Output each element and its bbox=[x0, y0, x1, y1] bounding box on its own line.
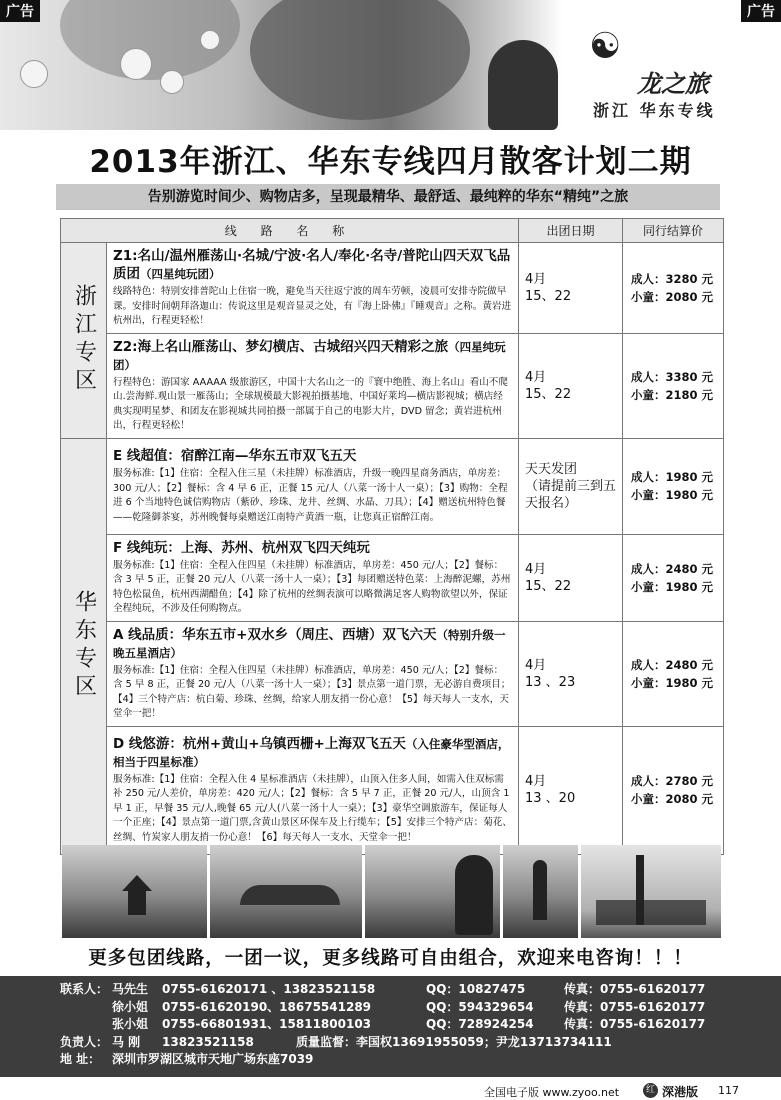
contact-fax: 传真：0755-61620177 bbox=[564, 982, 706, 996]
contact-name: 张小姐 bbox=[112, 1017, 149, 1031]
page-number: 117 bbox=[718, 1084, 739, 1097]
route-e bbox=[107, 438, 519, 534]
table-row bbox=[61, 726, 724, 854]
route-date: 4月 15、22 bbox=[519, 534, 623, 621]
table-row bbox=[61, 621, 724, 726]
route-description: 服务标准:【1】住宿：全程入住三星（未挂牌）标准酒店，升级一晚四星商务酒店，单房差：300 元/人；【2】餐标：含 4 早 6 正，正餐 15 元/人（八菜一汤十人一桌）；【3】购物：全程进 6 个当地特色诚信购物店（紫砂、珍珠、龙井、丝绸、水晶、刀具）；【4】赠送杭州特色餐——乾隆御茶宴，苏州晚餐每桌赠送江南特产黄酒一瓶，让您真正宿醉江南。 bbox=[113, 468, 508, 523]
ad-label-left: 广告 bbox=[0, 0, 40, 22]
route-title: F 线纯玩：上海、苏州、杭州双飞四天纯玩 bbox=[113, 539, 370, 556]
child-price: 小童：1980 元 bbox=[631, 488, 714, 502]
route-z1 bbox=[107, 243, 519, 334]
route-z2 bbox=[107, 333, 519, 438]
route-title-note: （入住豪华型酒店，相当于四星标准） bbox=[113, 736, 510, 769]
table-row bbox=[61, 534, 724, 621]
child-price: 小童：2080 元 bbox=[631, 792, 714, 806]
table-row bbox=[61, 243, 724, 334]
route-f bbox=[107, 534, 519, 621]
route-description: 行程特色：游国家 AAAAA 级旅游区，中国十大名山之一的『寰中绝胜、海上名山』看山不爬山.尝海鲜.观山景一雁荡山；全球规模最大影视拍摄基地、中国好莱坞—横店影视城；横店经典实现明星梦、和团友在影视城共同拍摄一部属于自己的电影大片，DVD 留念；黄岩进杭州出，行程更轻松！ bbox=[113, 376, 508, 431]
route-title-note: （四星纯玩团） bbox=[113, 339, 506, 372]
adult-price: 成人：3380 元 bbox=[631, 369, 714, 384]
header-price: 同行结算价 bbox=[623, 219, 724, 243]
adult-price: 成人：2780 元 bbox=[631, 774, 714, 788]
header-banner bbox=[0, 0, 781, 130]
contact-info bbox=[0, 976, 781, 1077]
address: 深圳市罗湖区城市天地广场东座7039 bbox=[112, 1052, 314, 1066]
route-title: Z1:名山/温州雁荡山·名城/宁波·名人/奉化·名寺/普陀山四天双飞品质团 bbox=[113, 248, 511, 282]
route-date: 4月 15、22 bbox=[519, 243, 623, 334]
website-link[interactable]: 全国电子版 www.zyoo.net bbox=[484, 1086, 620, 1099]
route-price bbox=[623, 534, 724, 621]
scenery-photos bbox=[62, 845, 722, 938]
region-east-china: 华东专区 bbox=[61, 438, 107, 854]
contact-fax: 传真：0755-61620177 bbox=[564, 1017, 706, 1031]
contact-fax: 传真：0755-61620177 bbox=[564, 999, 706, 1014]
contact-name: 徐小姐 bbox=[112, 999, 149, 1014]
route-date: 4月 13 、20 bbox=[519, 726, 623, 854]
contact-qq: QQ：594329654 bbox=[426, 999, 534, 1014]
route-price bbox=[623, 333, 724, 438]
route-date: 天天发团 （请提前三到五天报名） bbox=[519, 438, 623, 534]
contact-qq: QQ：728924254 bbox=[426, 1017, 534, 1031]
route-title: D 线悠游：杭州+黄山+乌镇西栅+上海双飞五天 bbox=[113, 735, 406, 752]
brand-tagline: 浙江 华东专线 bbox=[593, 101, 716, 120]
manager-name: 马 刚 bbox=[112, 1034, 141, 1049]
route-title-note: （特别升级一晚五星酒店） bbox=[113, 627, 506, 660]
contact-name: 马先生 bbox=[112, 982, 149, 996]
photo-pavilion bbox=[62, 845, 207, 938]
manager-row bbox=[60, 1034, 781, 1052]
route-price bbox=[623, 438, 724, 534]
route-title: E 线超值：宿醉江南—华东五市双飞五天 bbox=[113, 448, 357, 464]
red-badge-icon: 红 bbox=[643, 1083, 658, 1098]
route-date: 4月 13 、23 bbox=[519, 621, 623, 726]
adult-price: 成人：2480 元 bbox=[631, 561, 714, 576]
child-price: 小童：1980 元 bbox=[631, 579, 714, 594]
route-date: 4月 15、22 bbox=[519, 333, 623, 438]
adult-price: 成人：3280 元 bbox=[631, 271, 714, 286]
child-price: 小童：1980 元 bbox=[631, 675, 714, 690]
route-description: 线路特色：特别安排普陀山上住宿一晚，避免当天往返宁波的周车劳顿，凌晨可安排寺院做早课。安排时间朝拜洛迦山：传说这里是观音显灵之处，有『海上卧佛』『睡观音』之称。黄岩进杭州出，行程更轻松！ bbox=[113, 286, 512, 326]
photo-buddha bbox=[503, 845, 578, 938]
contact-phone[interactable]: 0755-61620171 、13823521158 bbox=[162, 982, 376, 996]
page-footer bbox=[0, 1082, 781, 1100]
route-description: 服务标准:【1】住宿：全程入住四星（未挂牌）标准酒店，单房差：450 元/人；【2】餐标：含 5 早 8 正，正餐 20 元/人（八菜一汤十人一桌）；【3】景点第一道门票，无必游自费项目；【4】三个特产店：杭白菊、珍珠、丝绸，给家人朋友捎一份心意！【5】每天每人一支水，天堂伞一把！ bbox=[113, 664, 511, 719]
subtitle: 告别游览时间少、购物店多，呈现最精华、最舒适、最纯粹的华东“精纯”之旅 bbox=[56, 184, 720, 210]
route-d bbox=[107, 726, 519, 854]
route-description: 服务标准:【1】住宿：全程入住四星（未挂牌）标准酒店，单房差：450 元/人；【2】餐标：含 3 早 5 正，正餐 20 元/人（八菜一汤十人一桌）；【3】每团赠送特色菜：上海醉泥螺，苏州特色松鼠鱼，杭州西湖醋鱼；【4】除了杭州的丝绸表演可以略微满足客人购物欲望以外，保证全程纯玩，不涉及任何购物点。 bbox=[113, 559, 511, 614]
route-title: Z2:海上名山雁荡山、梦幻横店、古城绍兴四天精彩之旅 bbox=[113, 338, 449, 355]
route-title: A 线品质：华东五市+双水乡（周庄、西塘）双飞六天 bbox=[113, 626, 437, 643]
contact-row bbox=[60, 1016, 781, 1034]
table-header bbox=[61, 219, 724, 243]
tour-guide-photo bbox=[488, 40, 558, 130]
brand-logo bbox=[585, 22, 765, 122]
route-title-note: （四星纯玩团） bbox=[140, 267, 221, 281]
contact-phone[interactable]: 0755-61620190、18675541289 bbox=[162, 999, 372, 1014]
header-route: 线 路 名 称 bbox=[61, 219, 519, 243]
table-row bbox=[61, 333, 724, 438]
child-price: 小童：2080 元 bbox=[631, 289, 714, 304]
photo-water-town bbox=[210, 845, 362, 938]
edition-label: 深港版 bbox=[662, 1085, 699, 1099]
region-zhejiang: 浙江专区 bbox=[61, 243, 107, 439]
address-row bbox=[60, 1051, 781, 1069]
dragon-icon: ☯ bbox=[589, 26, 622, 67]
adult-price: 成人：2480 元 bbox=[631, 657, 714, 672]
child-price: 小童：2180 元 bbox=[631, 387, 714, 402]
manager-phone[interactable]: 13823521158 bbox=[162, 1034, 254, 1049]
contact-row bbox=[60, 981, 781, 999]
header-date: 出团日期 bbox=[519, 219, 623, 243]
address-label: 地 址： bbox=[60, 1052, 101, 1066]
page-title: 2013年浙江、华东专线四月散客计划二期 bbox=[89, 144, 692, 180]
contact-label: 联系人： bbox=[60, 982, 109, 996]
photo-shanghai-skyline bbox=[581, 845, 721, 938]
ad-label-right: 广告 bbox=[741, 0, 781, 22]
brand-name: 龙之旅 bbox=[637, 70, 709, 98]
contact-qq: QQ：10827475 bbox=[426, 982, 526, 996]
contact-row bbox=[60, 999, 781, 1017]
quality-supervision: 质量监督：李国权13691955059；尹龙13713734111 bbox=[296, 1034, 612, 1049]
route-price bbox=[623, 621, 724, 726]
contact-phone[interactable]: 0755-66801931、15811800103 bbox=[162, 1017, 372, 1031]
manager-label: 负责人： bbox=[60, 1034, 109, 1049]
route-description: 服务标准:【1】住宿：全程入住 4 星标准酒店（未挂牌），山顶入住多人间，如需入住双标需补 250 元/人差价，单房差：420 元/人；【2】餐标：含 5 早 7 正，正餐 20 元/人，山顶含 1 早 1 正，早餐 35 元/人,晚餐 65 元/人(八菜一汤十人一桌）；【3】豪华空调旅游车，保证每人一个正座；【4】景点第一道门票,含黄山景区环保车及上行缆车；【5】安排三个特产店：菊花、丝绸、竹炭家人朋友捎一份心意！【6】每天每人一支水、天堂伞一把！ bbox=[113, 773, 512, 843]
route-a bbox=[107, 621, 519, 726]
table-row bbox=[61, 438, 724, 534]
adult-price: 成人：1980 元 bbox=[631, 470, 714, 484]
route-price bbox=[623, 243, 724, 334]
routes-table bbox=[60, 218, 724, 855]
photo-lion-statue bbox=[365, 845, 500, 938]
call-to-action: 更多包团线路，一团一议，更多线路可自由组合，欢迎来电咨询！！！ bbox=[88, 948, 693, 969]
route-price bbox=[623, 726, 724, 854]
